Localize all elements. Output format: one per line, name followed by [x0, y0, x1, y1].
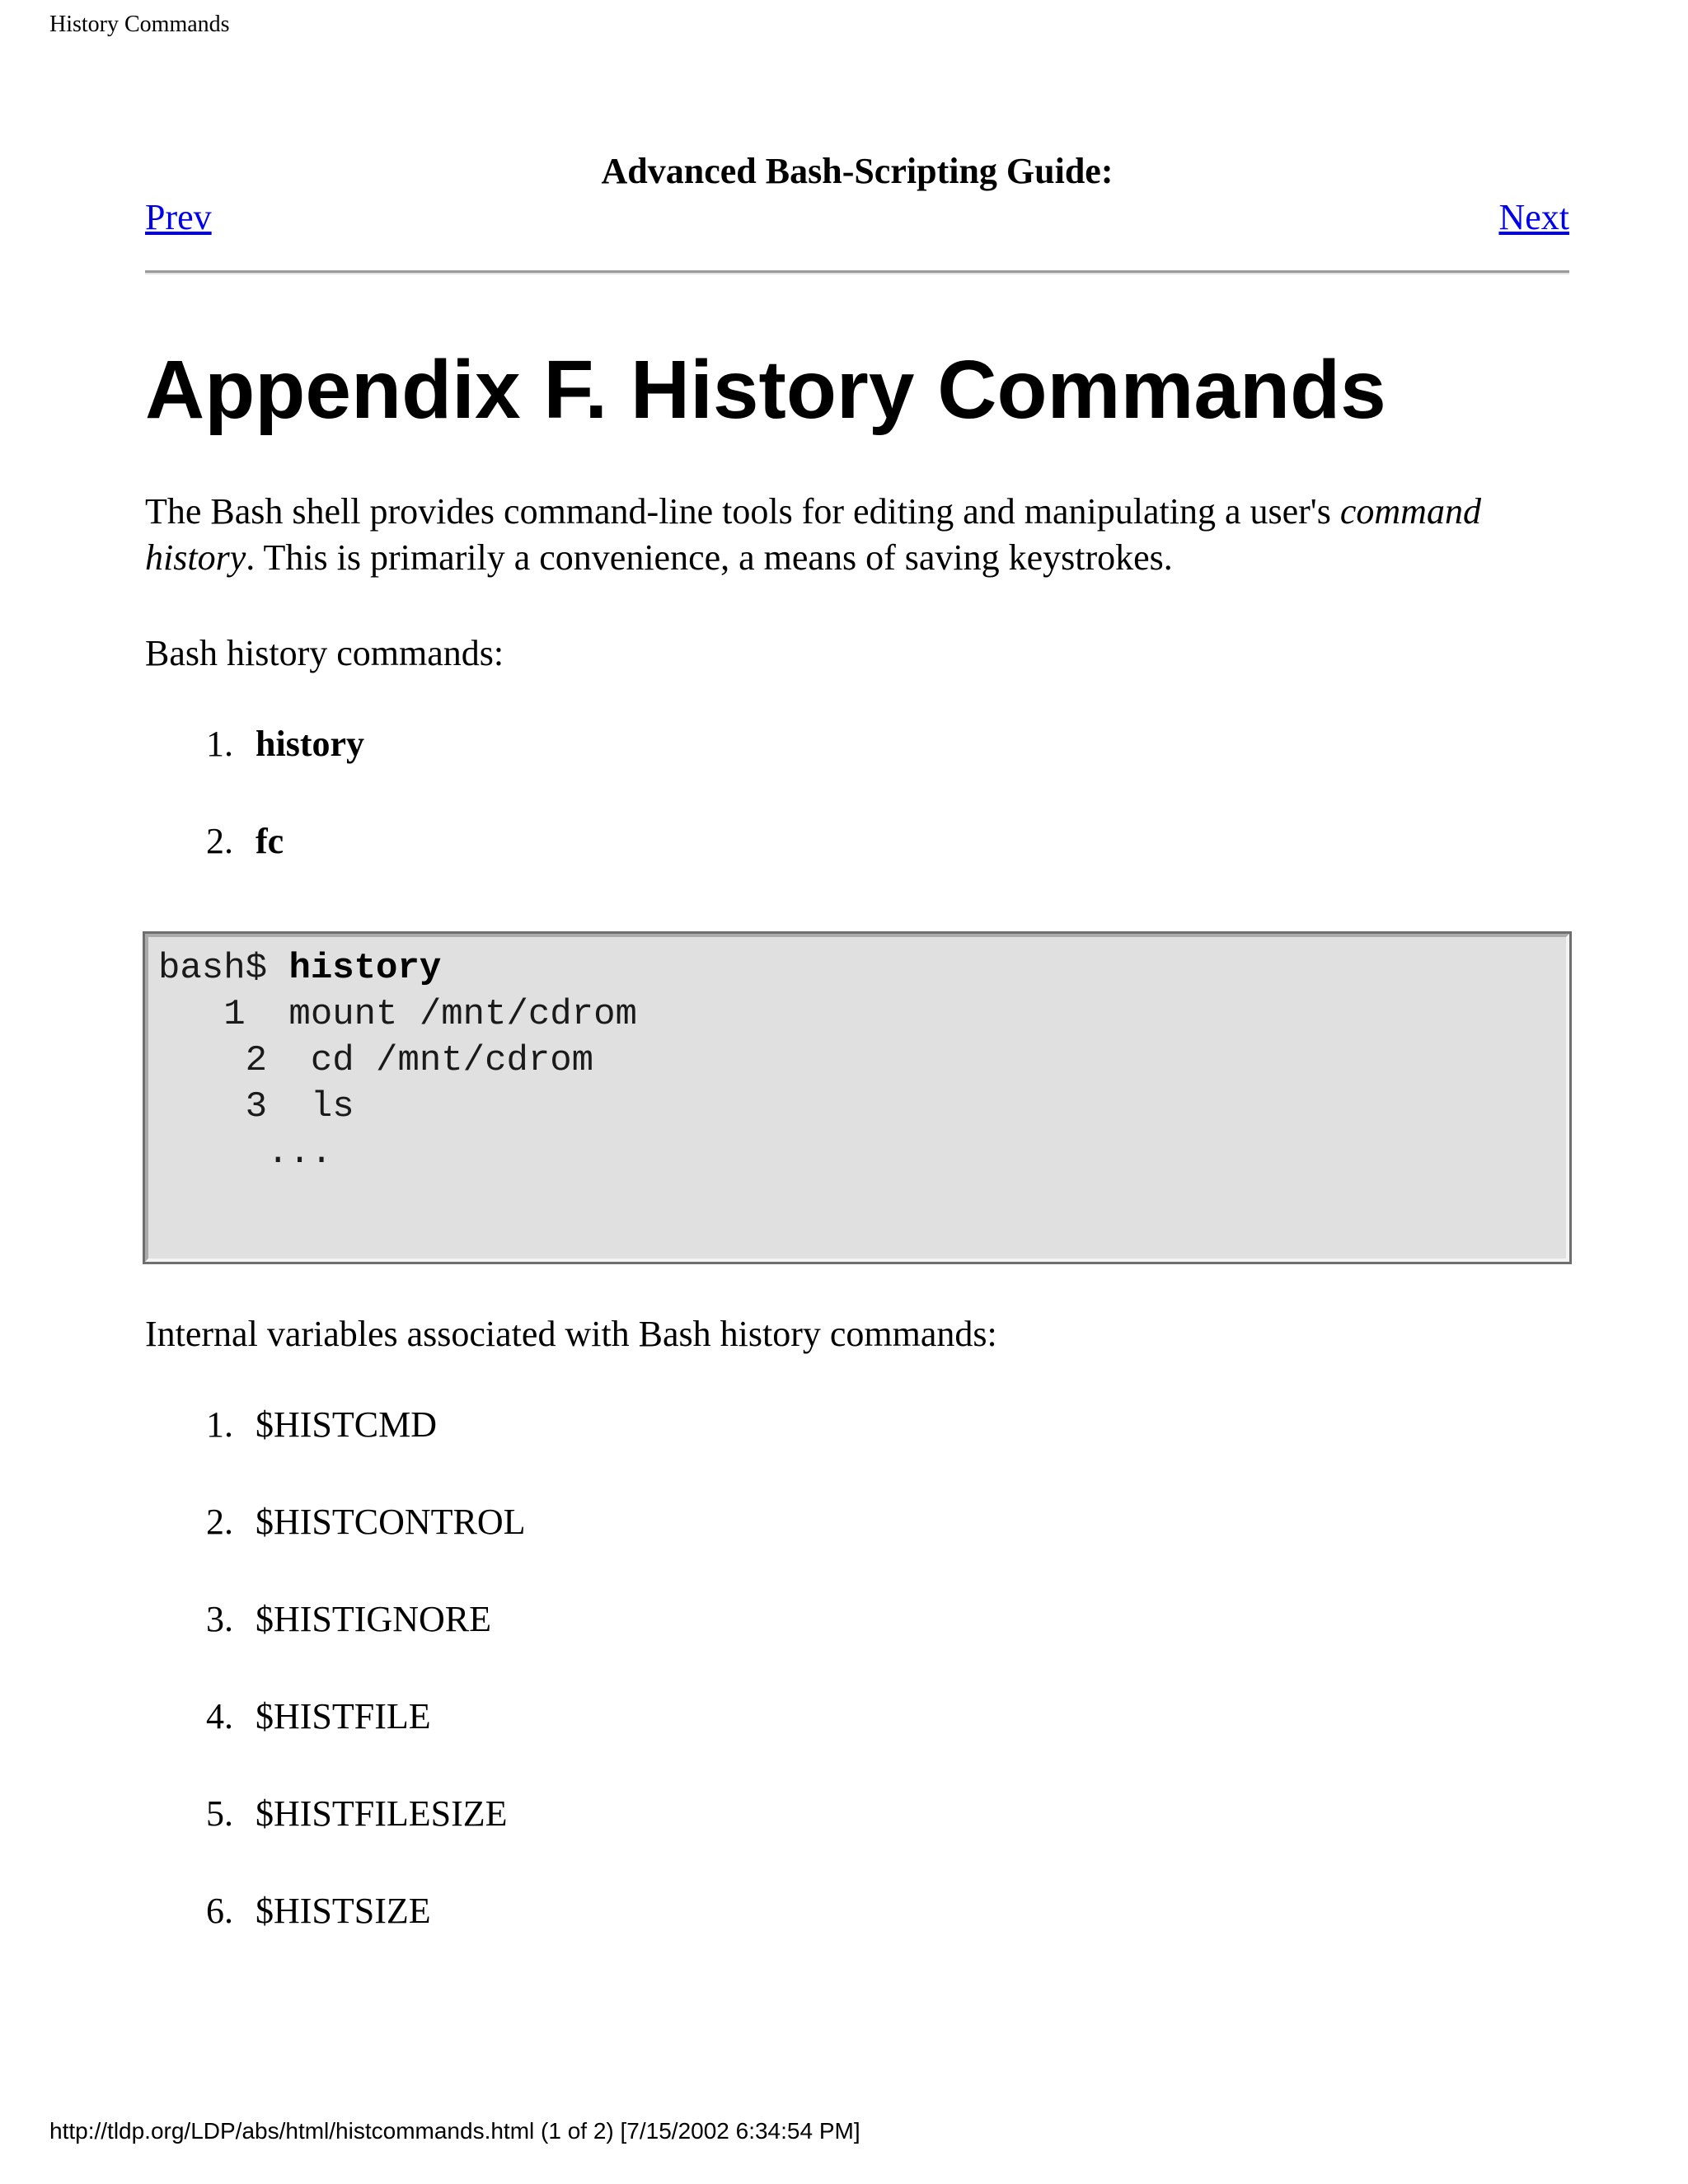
page-header: History Commands: [49, 12, 230, 37]
code-line: 3 ls: [158, 1086, 354, 1127]
list-item: [145, 818, 1569, 865]
code-block: [158, 945, 1556, 1176]
variable-name: $HISTCONTROL: [256, 1502, 526, 1542]
main-content: [145, 148, 1569, 1934]
variables-intro: Internal variables associated with Bash history commands:: [145, 1314, 997, 1354]
variable-name: $HISTFILE: [256, 1696, 431, 1736]
variable-name: $HISTCMD: [256, 1404, 438, 1445]
shell-prompt: bash$: [158, 948, 289, 989]
intro-paragraph: [145, 489, 1569, 581]
intro-text-start: The Bash shell provides command-line tools for editing and manipulating a user's: [145, 491, 1340, 532]
list-item: [145, 1402, 1569, 1448]
list-item: [145, 1694, 1569, 1740]
variable-name: $HISTFILESIZE: [256, 1793, 508, 1834]
list-number: 2.: [206, 1502, 233, 1542]
next-link[interactable]: Next: [1498, 197, 1569, 237]
list-number: 5.: [206, 1793, 233, 1834]
variable-name: $HISTIGNORE: [256, 1599, 491, 1639]
code-line: 1 mount /mnt/cdrom: [158, 994, 637, 1035]
list-number: 1.: [206, 1404, 233, 1445]
variable-name: $HISTSIZE: [256, 1891, 431, 1931]
list-number: 4.: [206, 1696, 233, 1736]
list-item: [145, 1499, 1569, 1545]
command-name: history: [256, 724, 364, 764]
list-number: 6.: [206, 1891, 233, 1931]
commands-list: [145, 721, 1569, 865]
command-name: fc: [256, 821, 284, 861]
intro-text-end: . This is primarily a convenience, a means of saving keystrokes.: [246, 537, 1173, 578]
list-item: [145, 721, 1569, 767]
list-number: 1.: [206, 724, 233, 764]
list-item: [145, 1791, 1569, 1837]
code-example: [145, 934, 1569, 1262]
code-line: 2 cd /mnt/cdrom: [158, 1040, 594, 1081]
variables-list: [145, 1402, 1569, 1934]
guide-title: Advanced Bash-Scripting Guide:: [601, 151, 1114, 191]
commands-intro: Bash history commands:: [145, 633, 504, 673]
shell-command: history: [288, 948, 442, 989]
list-number: 2.: [206, 821, 233, 861]
list-item: [145, 1888, 1569, 1934]
navigation-bar: [145, 194, 1569, 241]
list-number: 3.: [206, 1599, 233, 1639]
page-footer-url: http://tldp.org/LDP/abs/html/histcommands.html (1 of 2) [7/15/2002 6:34:54 PM]: [49, 2118, 860, 2144]
page-title: Appendix F. History Commands: [145, 344, 1386, 436]
list-item: [145, 1596, 1569, 1643]
code-line: ...: [158, 1132, 333, 1174]
header-divider: [145, 270, 1569, 274]
prev-link[interactable]: Prev: [145, 197, 212, 237]
intro-emphasis: command history: [145, 491, 1481, 578]
